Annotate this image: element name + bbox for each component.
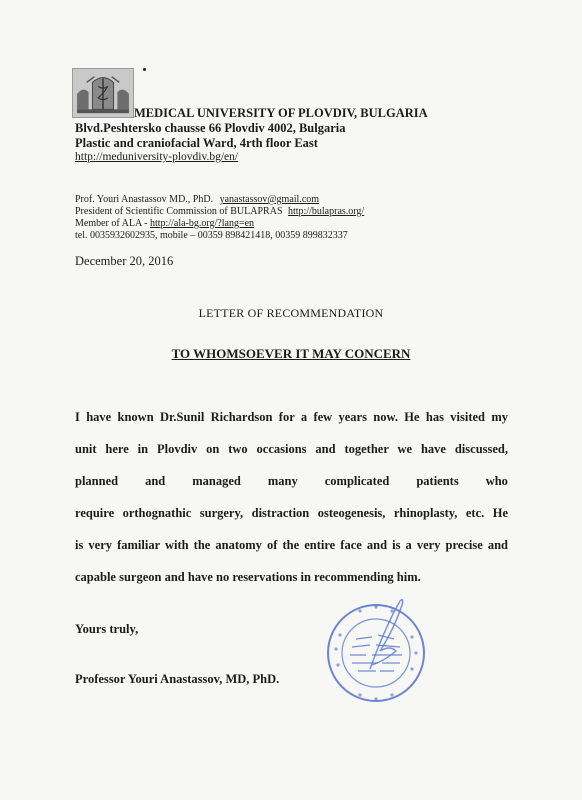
body-word: who bbox=[485, 474, 508, 488]
university-address: Blvd.Peshtersko chausse 66 Plovdiv 4002, Bulgaria bbox=[75, 121, 346, 135]
university-name: MEDICAL UNIVERSITY OF PLOVDIV, BULGARIA bbox=[134, 106, 428, 120]
signature-name: Professor Youri Anastassov, MD, PhD. bbox=[75, 672, 280, 686]
body-word: complicated bbox=[324, 474, 390, 488]
professor-name: Prof. Youri Anastassov MD., PhD. bbox=[75, 194, 214, 205]
bulapras-text: President of Scientific Commission of BULAPRAS bbox=[75, 206, 283, 217]
letter-title: LETTER OF RECOMMENDATION bbox=[198, 306, 384, 320]
closing: Yours truly, bbox=[75, 622, 139, 636]
ala-link[interactable]: http://ala-bg.org/?lang=en bbox=[150, 218, 255, 229]
body-word: patients bbox=[416, 474, 459, 488]
university-logo bbox=[72, 68, 134, 118]
scan-dot bbox=[143, 68, 146, 71]
body-line-1: I have known Dr.Sunil Richardson for a few years now. He has visited my bbox=[75, 410, 508, 424]
body-line-4: require orthognathic surgery, distraction osteogenesis, rhinoplasty, etc. He bbox=[75, 506, 508, 520]
university-url[interactable]: http://meduniversity-plovdiv.bg/en/ bbox=[75, 151, 239, 163]
body-word: many bbox=[267, 474, 298, 488]
body-line-3 bbox=[75, 465, 508, 497]
professor-name-line bbox=[75, 194, 364, 206]
professor-contact-block bbox=[75, 194, 364, 242]
official-stamp-icon bbox=[320, 595, 432, 707]
body-line-5: is very familiar with the anatomy of the entire face and is a very precise and bbox=[75, 538, 508, 552]
professor-email[interactable]: yanastassov@gmail.com bbox=[219, 194, 320, 205]
body-line-6: capable surgeon and have no reservations in recommending him. bbox=[75, 570, 421, 584]
body-word: planned bbox=[75, 474, 119, 488]
bulapras-line bbox=[75, 206, 364, 218]
ala-text: Member of ALA - bbox=[75, 218, 150, 229]
letter-body bbox=[75, 401, 508, 593]
phone-line: tel. 0035932602935, mobile – 00359 898421418, 00359 899832337 bbox=[75, 230, 348, 241]
body-word: and bbox=[145, 474, 166, 488]
ward-info: Plastic and craniofacial Ward, 4rth floor East bbox=[75, 136, 318, 150]
body-word: managed bbox=[192, 474, 241, 488]
bulapras-link[interactable]: http://bulapras.org/ bbox=[288, 206, 365, 217]
letter-date: December 20, 2016 bbox=[75, 254, 174, 268]
university-crest-icon bbox=[73, 69, 133, 117]
salutation: TO WHOMSOEVER IT MAY CONCERN bbox=[171, 346, 411, 361]
ala-line bbox=[75, 218, 364, 230]
body-line-2: unit here in Plovdiv on two occasions and together we have discussed, bbox=[75, 442, 508, 456]
